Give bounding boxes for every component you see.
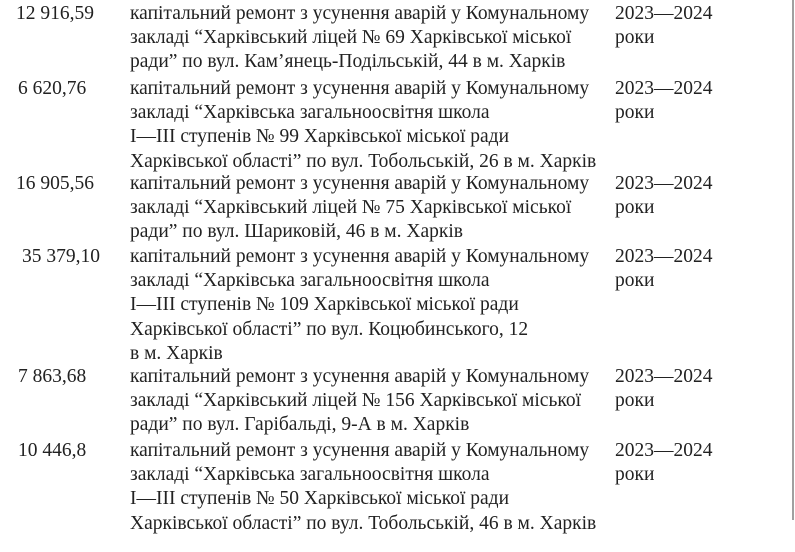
description-cell	[130, 2, 610, 75]
description-line: Харківської області” по вул. Тобольській, 26 в м. Харків	[130, 150, 597, 172]
description-line: капітальний ремонт з усунення аварій у Комунальному	[130, 78, 590, 99]
amount-cell: 7 863,68	[18, 366, 87, 387]
period-cell	[615, 77, 725, 125]
period-line: 2023—2024	[615, 173, 713, 194]
period-cell	[615, 172, 725, 220]
amount-cell: 12 916,59	[16, 3, 94, 24]
period-cell	[615, 245, 725, 293]
description-line: закладі “Харківська загальноосвітня школа	[130, 270, 490, 292]
period-line: роки	[615, 464, 655, 486]
amount-cell: 35 379,10	[22, 246, 100, 267]
amount-cell: 10 446,8	[18, 440, 87, 461]
description-cell	[130, 439, 610, 536]
description-line: I—III ступенів № 109 Харківської міської ради	[130, 294, 519, 316]
description-cell	[130, 77, 610, 174]
page-border-line	[792, 0, 794, 520]
period-cell	[615, 365, 725, 413]
description-cell	[130, 172, 610, 245]
description-line: закладі “Харківський ліцей № 156 Харківської міської	[130, 390, 581, 412]
period-line: роки	[615, 390, 655, 412]
description-cell	[130, 365, 610, 438]
period-line: 2023—2024	[615, 440, 713, 461]
description-line: капітальний ремонт з усунення аварій у Комунальному	[130, 440, 590, 461]
description-line: Харківської області” по вул. Коцюбинського, 12	[130, 318, 529, 340]
description-line: I—III ступенів № 99 Харківської міської ради	[130, 126, 510, 148]
description-line: ради” по вул. Шариковій, 46 в м. Харків	[130, 221, 463, 243]
description-line: закладі “Харківська загальноосвітня школа	[130, 102, 490, 124]
amount-cell: 6 620,76	[18, 78, 87, 99]
amount-cell: 16 905,56	[16, 173, 94, 194]
period-line: 2023—2024	[615, 3, 713, 24]
description-line: в м. Харків	[130, 342, 223, 364]
description-line: закладі “Харківський ліцей № 75 Харківської міської	[130, 197, 572, 219]
period-line: роки	[615, 270, 655, 292]
description-line: закладі “Харківський ліцей № 69 Харківської міської	[130, 27, 572, 49]
period-cell	[615, 439, 725, 487]
period-line: 2023—2024	[615, 78, 713, 99]
period-line: 2023—2024	[615, 366, 713, 387]
description-line: капітальний ремонт з усунення аварій у Комунальному	[130, 3, 590, 24]
period-line: роки	[615, 102, 655, 124]
description-line: закладі “Харківська загальноосвітня школа	[130, 464, 490, 486]
description-line: I—III ступенів № 50 Харківської міської ради	[130, 488, 510, 510]
description-cell	[130, 245, 610, 366]
description-line: ради” по вул. Кам’янець-Подільській, 44 в м. Харків	[130, 51, 566, 73]
period-line: роки	[615, 197, 655, 219]
description-line: капітальний ремонт з усунення аварій у Комунальному	[130, 366, 590, 387]
period-line: роки	[615, 27, 655, 49]
description-line: ради” по вул. Гарібальді, 9-А в м. Харків	[130, 414, 470, 436]
period-cell	[615, 2, 725, 50]
period-line: 2023—2024	[615, 246, 713, 267]
description-line: капітальний ремонт з усунення аварій у Комунальному	[130, 246, 590, 267]
description-line: Харківської області” по вул. Тобольській, 46 в м. Харків	[130, 512, 597, 534]
description-line: капітальний ремонт з усунення аварій у Комунальному	[130, 173, 590, 194]
